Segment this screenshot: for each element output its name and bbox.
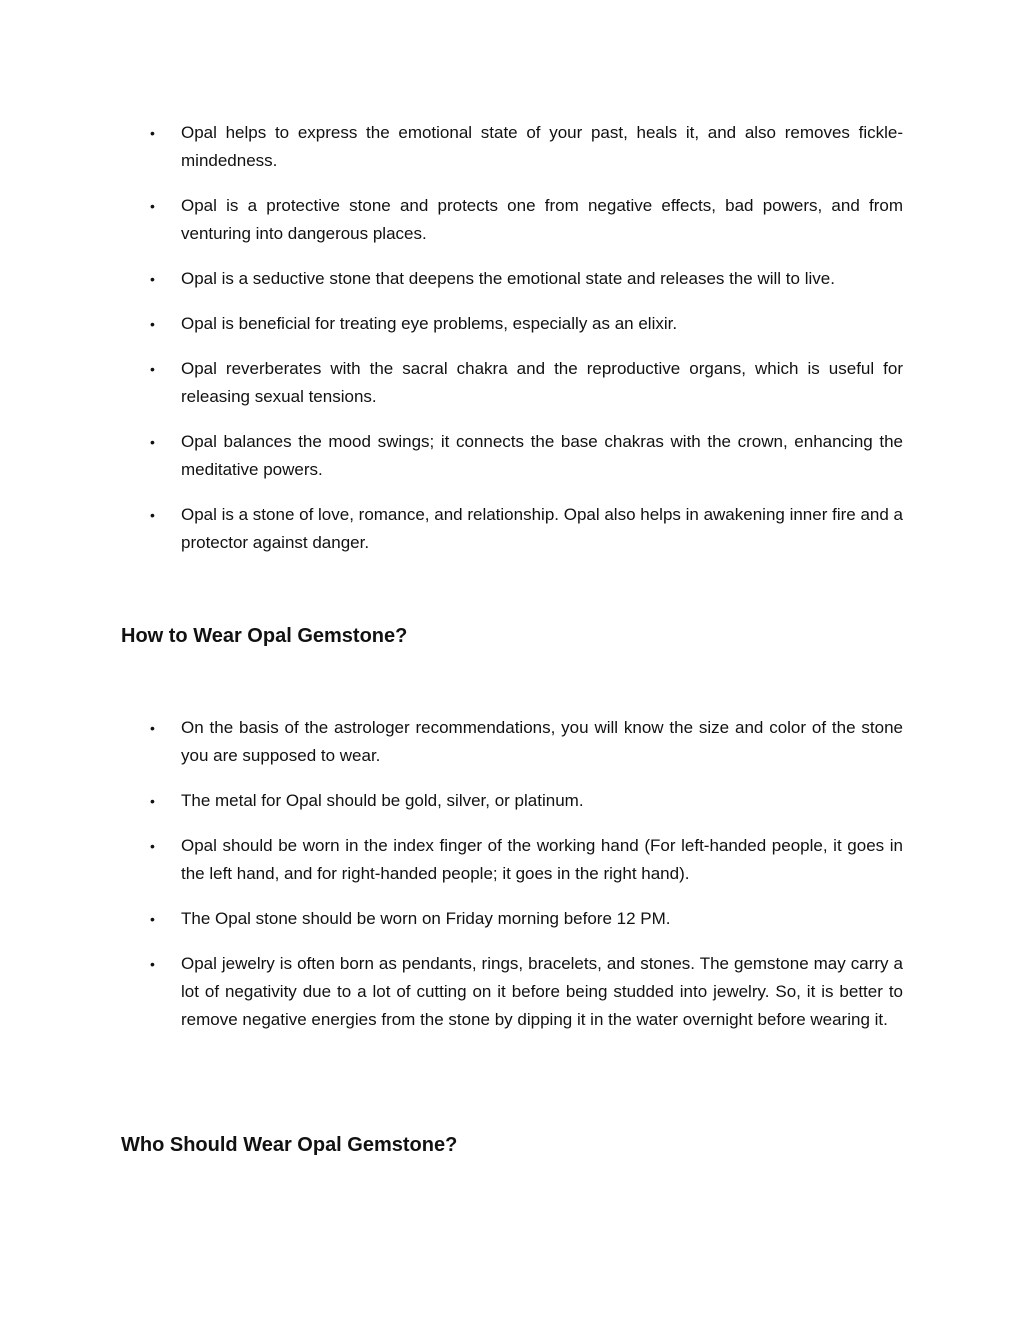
section-heading-how-to-wear: How to Wear Opal Gemstone? — [121, 625, 408, 647]
bullet-icon: • — [150, 198, 155, 214]
bullet-icon: • — [150, 507, 155, 523]
list-item-text: Opal is beneficial for treating eye problems, especially as an elixir. — [181, 314, 678, 333]
list-item — [150, 714, 903, 770]
section-heading-who-should-wear: Who Should Wear Opal Gemstone? — [121, 1134, 458, 1156]
bullet-icon: • — [150, 434, 155, 450]
list-item — [150, 192, 903, 248]
bullet-icon: • — [150, 125, 155, 141]
bullet-icon: • — [150, 793, 155, 809]
list-item-text: The metal for Opal should be gold, silver, or platinum. — [181, 791, 584, 810]
bullet-icon: • — [150, 911, 155, 927]
list-item — [150, 355, 903, 411]
list-item-text: Opal jewelry is often born as pendants, rings, bracelets, and stones. The gemstone may carry a lot of negativity due to a lot of cutting on it before being studded into jewelry. So, it is better to remove negative energies from the stone by dipping it in the water overnight before wearing it. — [181, 954, 903, 1029]
list-item — [150, 950, 903, 1034]
list-item-text: Opal reverberates with the sacral chakra and the reproductive organs, which is useful for releasing sexual tensions. — [181, 359, 903, 406]
list-item — [150, 265, 903, 293]
how-to-wear-list — [150, 714, 903, 1051]
list-item-text: On the basis of the astrologer recommendations, you will know the size and color of the stone you are supposed to wear. — [181, 718, 903, 765]
list-item — [150, 310, 903, 338]
opal-benefits-list — [150, 119, 903, 574]
list-item-text: The Opal stone should be worn on Friday morning before 12 PM. — [181, 909, 671, 928]
bullet-icon: • — [150, 956, 155, 972]
bullet-icon: • — [150, 316, 155, 332]
bullet-icon: • — [150, 361, 155, 377]
list-item-text: Opal balances the mood swings; it connects the base chakras with the crown, enhancing the meditative powers. — [181, 432, 903, 479]
list-item-text: Opal helps to express the emotional state of your past, heals it, and also removes fickle-mindedness. — [181, 123, 903, 170]
bullet-icon: • — [150, 271, 155, 287]
list-item — [150, 501, 903, 557]
bullet-icon: • — [150, 838, 155, 854]
list-item-text: Opal is a seductive stone that deepens the emotional state and releases the will to live. — [181, 269, 835, 288]
list-item — [150, 905, 903, 933]
list-item — [150, 832, 903, 888]
list-item — [150, 119, 903, 175]
list-item-text: Opal is a stone of love, romance, and relationship. Opal also helps in awakening inner fire and a protector against danger. — [181, 505, 903, 552]
list-item — [150, 787, 903, 815]
list-item-text: Opal is a protective stone and protects one from negative effects, bad powers, and from venturing into dangerous places. — [181, 196, 903, 243]
list-item — [150, 428, 903, 484]
list-item-text: Opal should be worn in the index finger of the working hand (For left-handed people, it goes in the left hand, and for right-handed people; it goes in the right hand). — [181, 836, 903, 883]
bullet-icon: • — [150, 720, 155, 736]
